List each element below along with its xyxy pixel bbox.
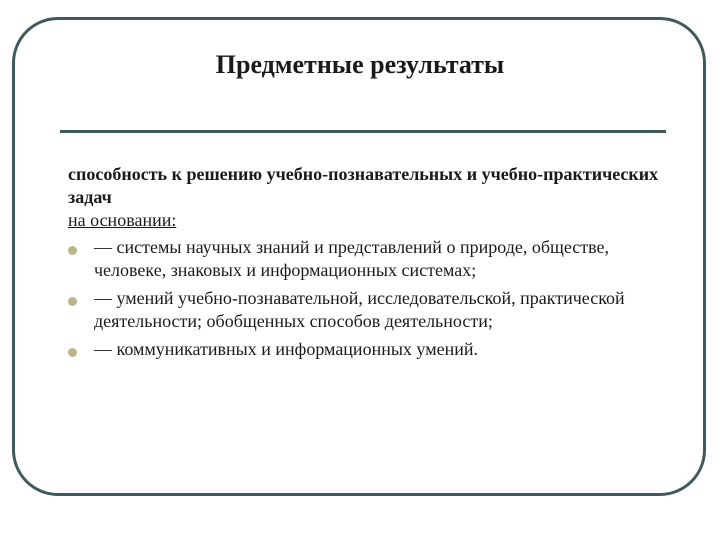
list-item xyxy=(68,338,668,361)
list-item-text: — коммуникативных и информационных умений. xyxy=(94,339,478,359)
bullet-list xyxy=(68,236,668,361)
slide-title: Предметные результаты xyxy=(215,50,505,79)
list-item-text: — системы научных знаний и представлений о природе, обществе, человеке, знаковых и информационных системах; xyxy=(94,237,610,280)
list-item xyxy=(68,287,668,333)
list-item-text: — умений учебно-познавательной, исследовательской, практической деятельности; обобщенных способов деятельности; xyxy=(94,288,625,331)
basis-label: на основании: xyxy=(68,210,177,230)
list-item xyxy=(68,236,668,282)
bullet-dot-icon xyxy=(68,246,77,255)
bullet-dot-icon xyxy=(68,348,77,357)
slide-body xyxy=(68,163,668,366)
title-divider xyxy=(60,130,666,133)
bullet-dot-icon xyxy=(68,297,77,306)
body-heading: способность к решению учебно-познавательных и учебно-практических задач xyxy=(68,164,659,207)
